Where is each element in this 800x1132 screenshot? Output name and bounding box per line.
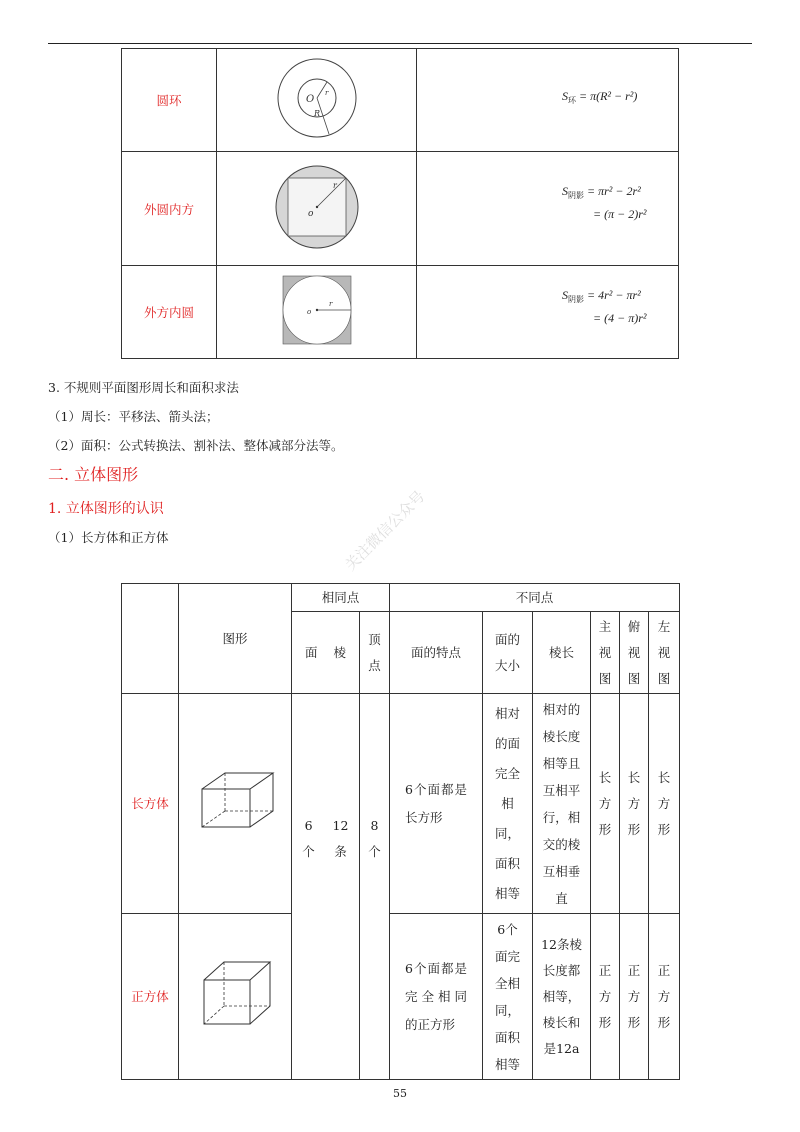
formula-cell (417, 266, 679, 359)
cuboid-front-view: 长方形 (591, 694, 620, 914)
table-row (122, 694, 680, 914)
circle-square-figure-cell (217, 152, 417, 266)
table-row (122, 584, 680, 612)
outer-radius-label: R (314, 109, 321, 118)
area-formula: $S_{阴影} = \pi r^2 - 2r^2$ (562, 184, 641, 200)
header-face-feature: 面的特点 (390, 612, 483, 694)
cuboid-diagram (180, 759, 290, 839)
cube-face-feature: 6个面都是完全相同的正方形 (390, 914, 483, 1080)
header-front-view: 主视图 (591, 612, 620, 694)
cuboid-left-view: 长方形 (649, 694, 680, 914)
cuboid-edge-length: 相对的棱长度相等且互相平行，相交的棱互相垂直 (533, 694, 591, 914)
header-diff: 不同点 (390, 584, 680, 612)
radius-label: r (333, 181, 337, 190)
square-outside-circle-diagram (217, 266, 416, 354)
shared-vertex-cell: 8个 (360, 694, 390, 1080)
formula-cell (417, 152, 679, 266)
area-formula-simplified: = (π − 2)r² (593, 207, 647, 221)
irregular-shapes-title: 3. 不规则平面图形周长和面积求法 (48, 380, 239, 395)
cuboid-cube-title: （1）长方体和正方体 (48, 530, 169, 545)
center-label: O (306, 94, 315, 105)
circle-outside-square-diagram (217, 152, 416, 261)
cube-diagram (180, 952, 290, 1032)
shape-label: 外圆内方 (122, 152, 217, 266)
header-vertex: 顶点 (360, 612, 390, 694)
page-number: 55 (393, 1087, 407, 1100)
header-face-edge: 面 棱 (292, 612, 360, 694)
cube-left-view: 正方形 (649, 914, 680, 1080)
plane-shapes-table (121, 48, 679, 359)
shape-label: 圆环 (122, 49, 217, 152)
cuboid-top-view: 长方形 (620, 694, 649, 914)
shared-face-edge-cell: 6个 12条 (292, 694, 360, 1080)
formula-cell (417, 49, 679, 152)
radius-label: r (325, 89, 329, 97)
cube-edge-length: 12条棱长度都相等，棱长和是12a (533, 914, 591, 1080)
watermark: 关注微信公众号 (341, 487, 429, 575)
annulus-diagram (217, 49, 416, 147)
area-formula: $S_{阴影} = 4r^2 - \pi r^2$ (562, 288, 641, 304)
cube-top-view: 正方形 (620, 914, 649, 1080)
header-left-view: 左视图 (649, 612, 680, 694)
table-row (122, 49, 679, 152)
cuboid-label: 长方体 (122, 694, 179, 914)
cube-face-size: 6个面完全相同，面积相等 (483, 914, 533, 1080)
blank-header-cell (122, 584, 179, 694)
radius-label: r (329, 300, 333, 308)
solids-table (121, 583, 680, 1080)
perimeter-methods: （1）周长：平移法、箭头法； (48, 409, 219, 424)
area-formula: $S_环 = \pi(R^2 - r^2)$ (562, 89, 638, 105)
cuboid-figure-cell (179, 694, 292, 914)
section-heading: 二. 立体图形 (48, 465, 139, 484)
square-circle-figure-cell (217, 266, 417, 359)
table-row (122, 152, 679, 266)
area-methods: （2）面积：公式转换法、割补法、整体减部分法等。 (48, 438, 344, 453)
cuboid-face-feature: 6个面都是长方形 (390, 694, 483, 914)
cube-front-view: 正方形 (591, 914, 620, 1080)
cube-label: 正方体 (122, 914, 179, 1080)
shape-label: 外方内圆 (122, 266, 217, 359)
center-label: o (307, 308, 312, 316)
cube-figure-cell (179, 914, 292, 1080)
header-face-size: 面的大小 (483, 612, 533, 694)
subsection-heading: 1. 立体图形的认识 (48, 501, 164, 517)
header-same: 相同点 (292, 584, 390, 612)
annulus-figure-cell (217, 49, 417, 152)
table-row (122, 266, 679, 359)
header-rule (48, 43, 752, 44)
header-top-view: 俯视图 (620, 612, 649, 694)
header-edge-length: 棱长 (533, 612, 591, 694)
table-row (122, 914, 680, 1080)
header-figure: 图形 (179, 584, 292, 694)
center-label: o (308, 209, 314, 219)
area-formula-simplified: = (4 − π)r² (593, 311, 647, 325)
cuboid-face-size: 相对的面完全相同，面积相等 (483, 694, 533, 914)
